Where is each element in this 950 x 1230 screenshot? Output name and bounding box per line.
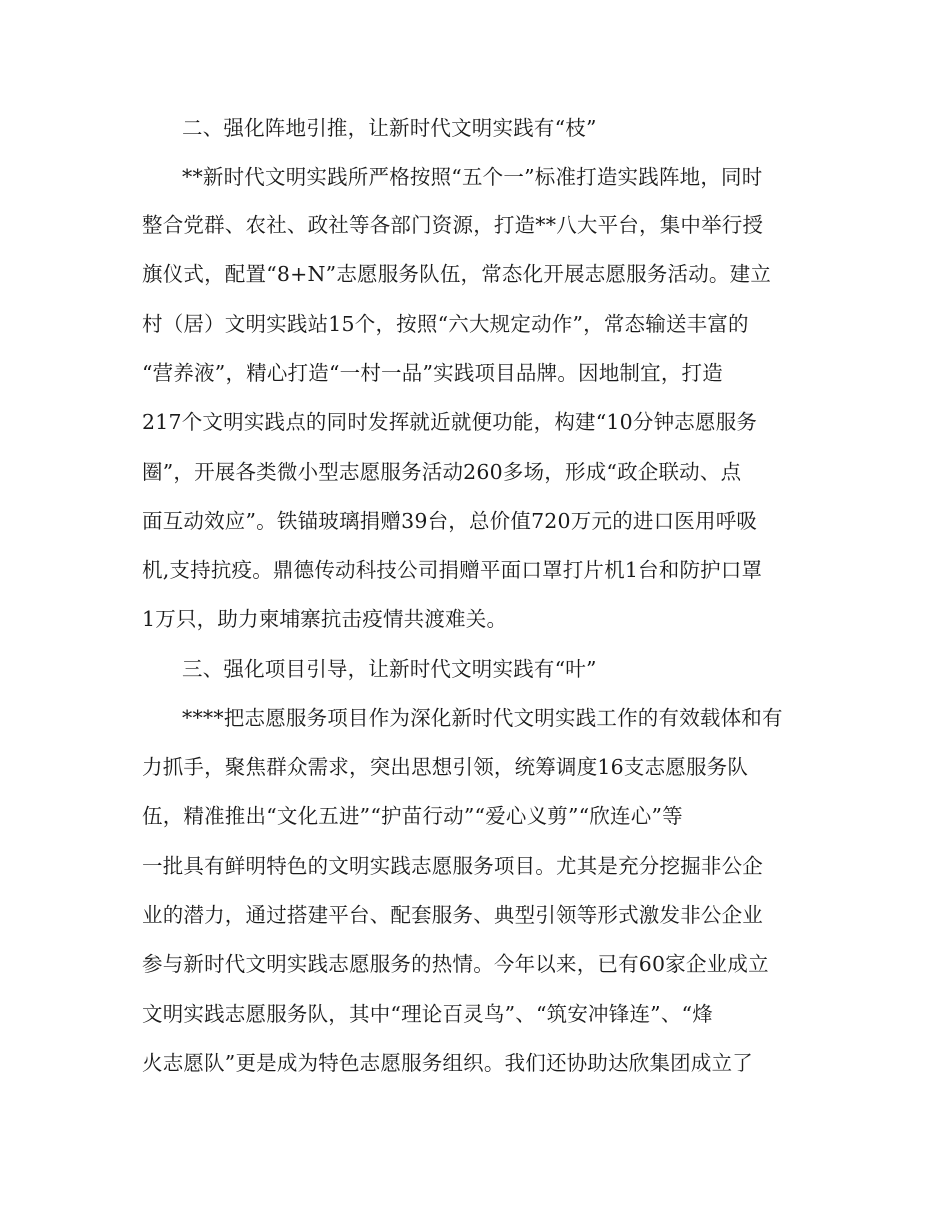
paragraph-line: “营养液”，精心打造“一村一品”实践项目品牌。因地制宜，打造 bbox=[142, 361, 723, 385]
paragraph-line: 217个文明实践点的同时发挥就近就便功能，构建“10分钟志愿服务 bbox=[142, 410, 758, 434]
section-heading-3: 三、强化项目引导，让新时代文明实践有“叶” bbox=[182, 657, 597, 681]
paragraph-line: 力抓手，聚焦群众需求，突出思想引领，统筹调度16支志愿服务队 bbox=[142, 755, 749, 779]
paragraph-line: ****把志愿服务项目作为深化新时代文明实践工作的有效载体和有 bbox=[182, 706, 783, 730]
paragraph-line: 文明实践志愿服务队，其中“理论百灵鸟”、“筑安冲锋连”、“烽 bbox=[142, 1002, 713, 1026]
paragraph-line: 圈”，开展各类微小型志愿服务活动260多场，形成“政企联动、点 bbox=[142, 460, 742, 484]
paragraph-line: 火志愿队”更是成为特色志愿服务组织。我们还协助达欣集团成立了 bbox=[142, 1051, 753, 1075]
paragraph-line: 村（居）文明实践站15个，按照“六大规定动作”，常态输送丰富的 bbox=[142, 312, 749, 336]
paragraph-line: 机,支持抗疫。鼎德传动科技公司捐赠平面口罩打片机1台和防护口罩 bbox=[142, 558, 763, 582]
paragraph-line: 一批具有鲜明特色的文明实践志愿服务项目。尤其是充分挖掘非公企 bbox=[142, 854, 763, 878]
paragraph-line: 参与新时代文明实践志愿服务的热情。今年以来，已有60家企业成立 bbox=[142, 952, 769, 976]
paragraph-line: 业的潜力，通过搭建平台、配套服务、典型引领等形式激发非公企业 bbox=[142, 903, 763, 927]
paragraph-line: **新时代文明实践所严格按照“五个一”标准打造实践阵地，同时 bbox=[182, 165, 763, 189]
section-heading-2: 二、强化阵地引推，让新时代文明实践有“枝” bbox=[182, 116, 597, 140]
paragraph-line: 面互动效应”。铁锚玻璃捐赠39台，总价值720万元的进口医用呼吸 bbox=[142, 509, 758, 533]
paragraph-line: 旗仪式，配置“8+N”志愿服务队伍，常态化开展志愿服务活动。建立 bbox=[142, 262, 772, 286]
paragraph-line: 1万只，助力柬埔寨抗击疫情共渡难关。 bbox=[142, 607, 508, 631]
paragraph-line: 整合党群、农社、政社等各部门资源，打造**八大平台，集中举行授 bbox=[142, 213, 764, 237]
paragraph-line: 伍，精准推出“文化五进”“护苗行动”“爱心义剪”“欣连心”等 bbox=[142, 804, 683, 828]
